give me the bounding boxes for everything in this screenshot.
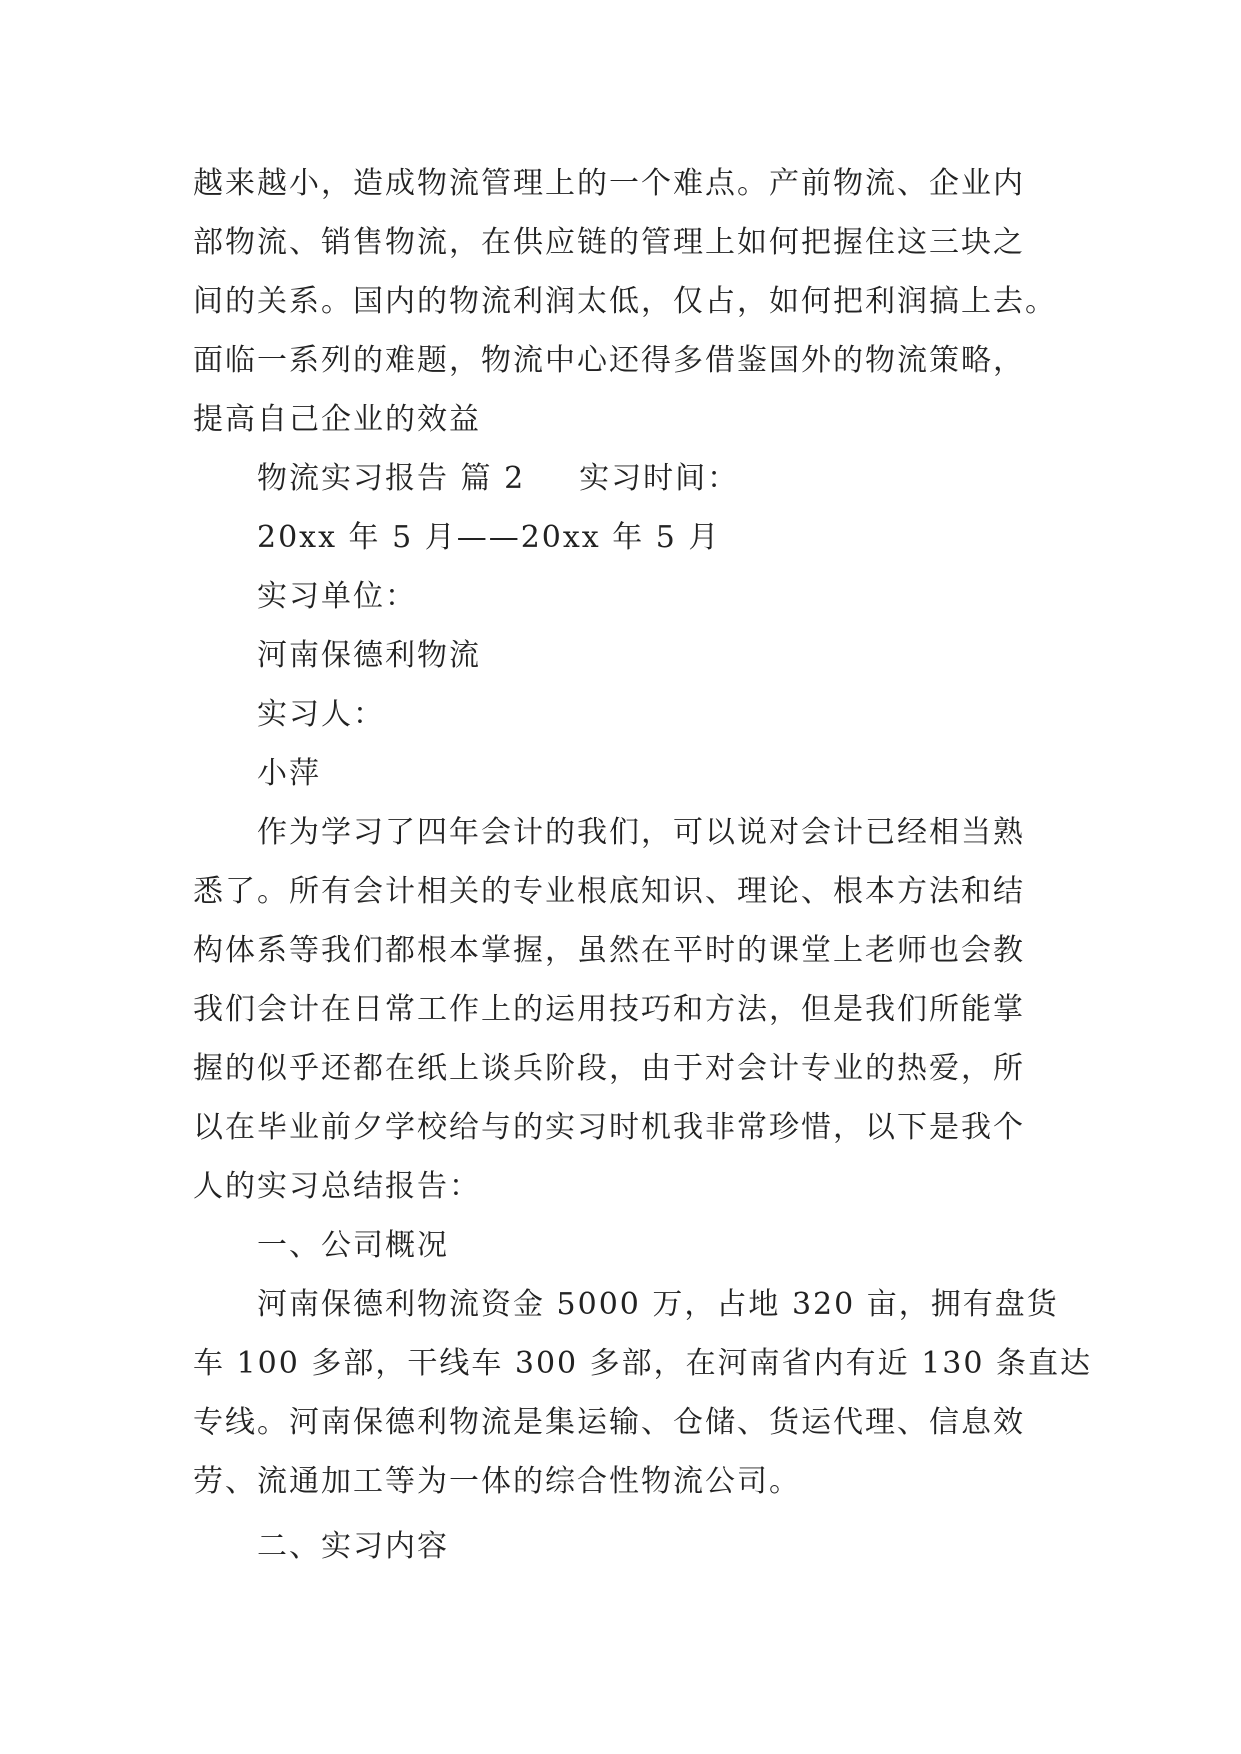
paragraph-line: 作为学习了四年会计的我们，可以说对会计已经相当熟: [257, 815, 1025, 850]
intro-line: 面临一系列的难题，物流中心还得多借鉴国外的物流策略，: [193, 343, 1025, 378]
intern-value: 小萍: [257, 756, 321, 791]
intro-line: 越来越小，造成物流管理上的一个难点。产前物流、企业内: [193, 166, 1025, 201]
section-heading: 一、公司概况: [257, 1228, 449, 1263]
intro-line: 提高自己企业的效益: [193, 402, 481, 437]
paragraph-line: 人的实习总结报告：: [193, 1169, 481, 1204]
intro-line: 间的关系。国内的物流利润太低，仅占，如何把利润搞上去。: [193, 284, 1057, 319]
internship-unit-value: 河南保德利物流: [257, 638, 481, 673]
paragraph-line: 我们会计在日常工作上的运用技巧和方法，但是我们所能掌: [193, 992, 1025, 1027]
section-heading: 二、实习内容: [257, 1529, 449, 1564]
paragraph-line: 车 100 多部，干线车 300 多部，在河南省内有近 130 条直达: [193, 1346, 1092, 1381]
paragraph-line: 构体系等我们都根本掌握，虽然在平时的课堂上老师也会教: [193, 933, 1025, 968]
paragraph-line: 握的似乎还都在纸上谈兵阶段，由于对会计专业的热爱，所: [193, 1051, 1025, 1086]
internship-unit-label: 实习单位：: [257, 579, 417, 614]
paragraph-line: 河南保德利物流资金 5000 万，占地 320 亩，拥有盘货: [257, 1287, 1059, 1322]
intro-line: 部物流、销售物流，在供应链的管理上如何把握住这三块之: [193, 225, 1025, 260]
internship-time-value: 20xx 年 5 月——20xx 年 5 月: [257, 520, 721, 555]
paragraph-line: 专线。河南保德利物流是集运输、仓储、货运代理、信息效: [193, 1405, 1025, 1440]
paragraph-line: 悉了。所有会计相关的专业根底知识、理论、根本方法和结: [193, 874, 1025, 909]
internship-time-label: 实习时间：: [579, 461, 740, 496]
paragraph-line: 劳、流通加工等为一体的综合性物流公司。: [193, 1464, 801, 1499]
intern-label: 实习人：: [257, 697, 385, 732]
section-title: 物流实习报告 篇 2: [257, 461, 526, 496]
document-body: [193, 154, 1092, 1576]
paragraph-line: 以在毕业前夕学校给与的实习时机我非常珍惜，以下是我个: [193, 1110, 1025, 1145]
section-title-row: [193, 449, 1073, 508]
